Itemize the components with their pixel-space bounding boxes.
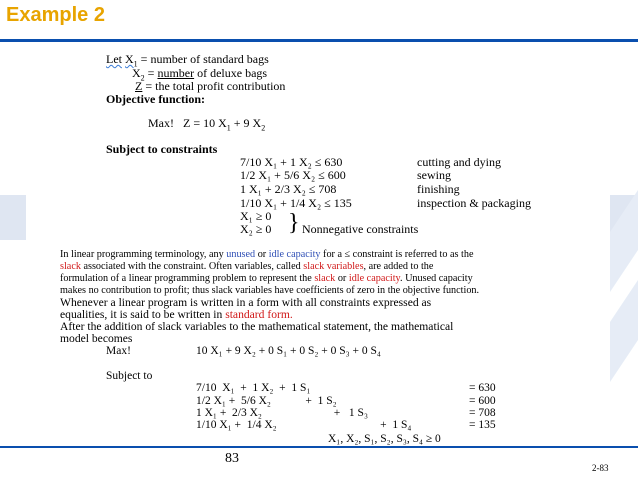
constraint-label: cutting and dying (417, 155, 501, 169)
paragraph-line: formulation of a linear programming problem to represent the slack or idle capacity. Unused capacity (60, 273, 473, 284)
standard-row-lhs: 1 X₁ + 2/3 X₂ + 1 S₃ (196, 407, 368, 419)
standard-row-lhs: 1/10 X₁ + 1/4 X₂ + 1 S₄ (196, 419, 412, 431)
paragraph-line: Whenever a linear program is written in a form with all constraints expressed as (60, 296, 432, 309)
nonneg-label: Nonnegative constraints (302, 222, 419, 236)
constraints-heading: Subject to constraints (106, 142, 218, 156)
paragraph-line: In linear programming terminology, any unused or idle capacity for a ≤ constraint is referred to as the (60, 249, 474, 260)
standard-row-rhs: = 630 (469, 382, 496, 394)
paragraph-line: equalities, it is said to be written in standard form. (60, 308, 293, 321)
header-rule (0, 39, 638, 42)
standard-row-lhs: 1/2 X₁ + 5/6 X₂ + 1 S₂ (196, 395, 337, 407)
constraint-label: inspection & packaging (417, 196, 531, 210)
objective-heading: Objective function: (106, 92, 205, 106)
slide-title: Example 2 (6, 4, 105, 26)
paragraph-line: slack associated with the constraint. Often variables, called slack variables, are added to the (60, 261, 434, 272)
nonneg-x2: X₂ ≥ 0 (240, 222, 272, 236)
paragraph-line: makes no contribution to profit; thus slack variables have coefficients of zero in the objective function. (60, 285, 480, 296)
paragraph-line: model becomes (60, 332, 133, 345)
standard-subject-heading: Subject to (106, 370, 153, 382)
constraint-label: finishing (417, 182, 460, 196)
constraint-expr: 1/10 X₁ + 1/4 X₂ ≤ 135 (240, 196, 352, 210)
standard-nonneg: X₁, X₂, S₁, S₂, S₃, S₄ ≥ 0 (328, 433, 441, 445)
standard-row-rhs: = 135 (469, 419, 496, 431)
paragraph-line: After the addition of slack variables to the mathematical statement, the mathematical (60, 320, 454, 333)
standard-max: Max! (106, 345, 131, 357)
slide-id: 2-83 (592, 463, 609, 473)
var-z-line: Z = the total profit contribution (135, 79, 286, 93)
slide-content (26, 43, 610, 447)
standard-row-lhs: 7/10 X₁ + 1 X₂ + 1 S₁ (196, 382, 311, 394)
var-x1-line: Let $X_1$ = number of standard bags (106, 52, 269, 69)
page-number: 83 (225, 451, 239, 466)
constraint-expr: 7/10 X₁ + 1 X₂ ≤ 630 (240, 155, 343, 169)
objective-function: Max! Z = 10 $X_1 + 9$ $X_2$ (148, 116, 266, 133)
constraint-expr: 1 X₁ + 2/3 X₂ ≤ 708 (240, 182, 337, 196)
nonneg-brace: } (288, 210, 300, 236)
standard-row-rhs: = 600 (469, 395, 496, 407)
standard-objective: 10 X₁ + 9 X₂ + 0 S₁ + 0 S₂ + 0 S₃ + 0 S₄ (196, 345, 381, 357)
var-x2-line: $X_2$ = number of deluxe bags (132, 66, 268, 83)
constraint-label: sewing (417, 168, 451, 182)
standard-row-rhs: = 708 (469, 407, 496, 419)
constraint-expr: 1/2 X₁ + 5/6 X₂ ≤ 600 (240, 168, 346, 182)
footer-rule (0, 446, 638, 448)
nonneg-x1: X₁ ≥ 0 (240, 209, 272, 223)
